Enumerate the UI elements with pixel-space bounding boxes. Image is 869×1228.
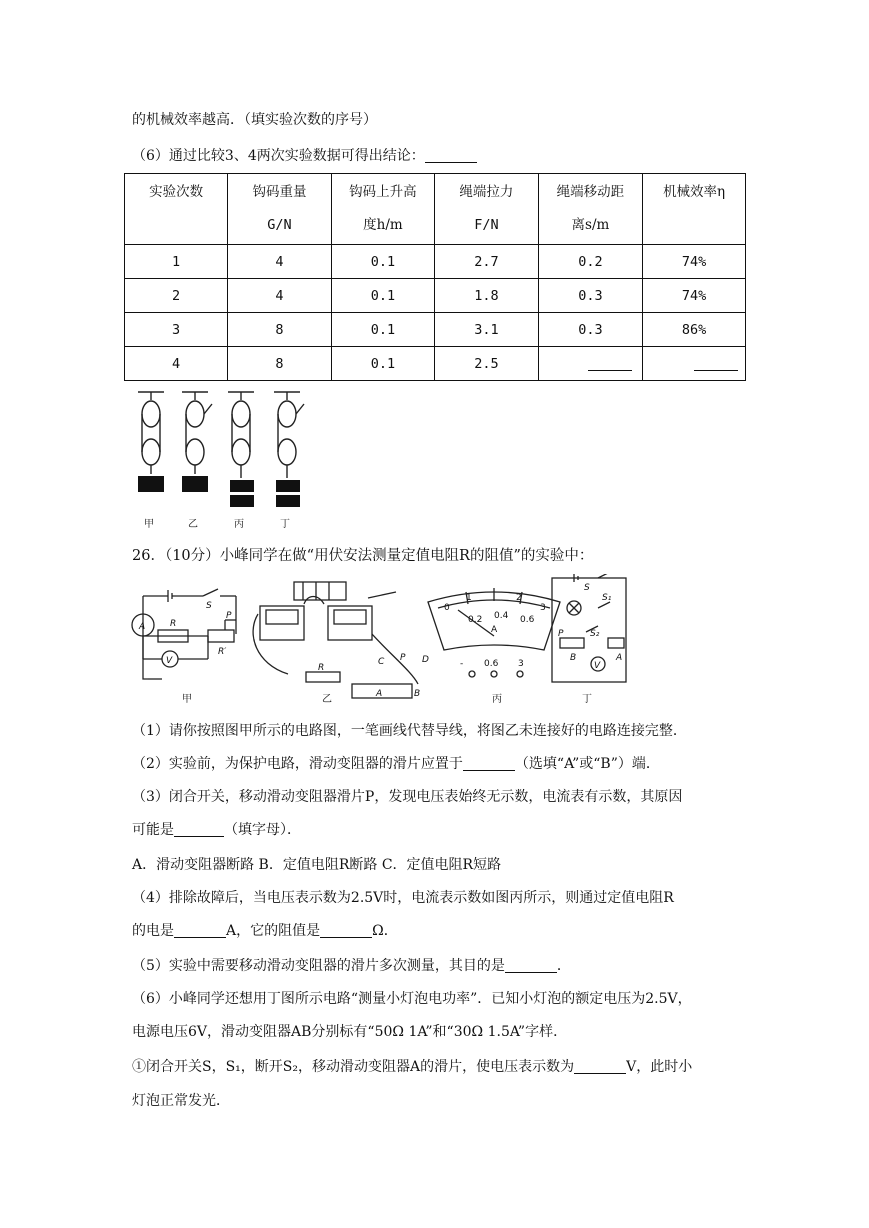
ammeter-label: A bbox=[139, 622, 146, 632]
terminal-label: B bbox=[414, 689, 421, 699]
table-cell: 8 bbox=[228, 313, 331, 347]
pulley-figure bbox=[128, 384, 308, 534]
figure-label: 甲 bbox=[182, 694, 192, 705]
header-cell: 实验次数 bbox=[125, 174, 228, 245]
table-cell: 0.1 bbox=[331, 347, 434, 381]
terminal-label: A bbox=[376, 689, 383, 699]
table-cell: 74% bbox=[643, 279, 746, 313]
table-cell: 0.1 bbox=[331, 313, 434, 347]
pulley-label: 乙 bbox=[188, 519, 198, 530]
table-cell: 74% bbox=[643, 245, 746, 279]
experiment-table bbox=[124, 173, 746, 381]
table-cell: 0.3 bbox=[538, 279, 643, 313]
terminal-label: 0.6 bbox=[484, 659, 499, 669]
table-cell: 86% bbox=[643, 313, 746, 347]
answer-blank[interactable] bbox=[588, 356, 632, 371]
q26-title: 26．（10分）小峰同学在做“用伏安法测量定值电阻R的阻值”的实验中： bbox=[132, 548, 594, 564]
table-cell: 0.3 bbox=[538, 313, 643, 347]
table-cell-blank[interactable] bbox=[643, 347, 746, 381]
table-row bbox=[125, 279, 746, 313]
table-cell: 8 bbox=[228, 347, 331, 381]
table-row bbox=[125, 313, 746, 347]
scale-label: 0 bbox=[444, 603, 450, 613]
q26-item-3-options: A．滑动变阻器断路 B．定值电阻R断路 C．定值电阻R短路 bbox=[132, 857, 502, 873]
terminal-label: 3 bbox=[518, 659, 524, 669]
q26-item-2: （2）实验前，为保护电路，滑动变阻器的滑片应置于 （选填“A”或“B”）端． bbox=[132, 756, 660, 772]
scale-label: 2 bbox=[516, 593, 522, 603]
table-cell: 1 bbox=[125, 245, 228, 279]
switch-label: S bbox=[584, 583, 590, 593]
resistor-label: R bbox=[170, 619, 177, 629]
figure-label: 丁 bbox=[582, 694, 592, 705]
slider-label: P bbox=[558, 629, 564, 639]
table-cell: 0.1 bbox=[331, 245, 434, 279]
scale-label: 1 bbox=[466, 593, 472, 603]
voltmeter-label: V bbox=[594, 661, 601, 671]
switch-label: S₁ bbox=[602, 593, 612, 603]
terminal-label: C bbox=[378, 657, 385, 667]
table-row bbox=[125, 347, 746, 381]
table-cell: 1.8 bbox=[435, 279, 538, 313]
q26-item-5: （5）实验中需要移动滑动变阻器的滑片多次测量，其目的是 ． bbox=[132, 958, 571, 974]
resistor-label: R bbox=[318, 663, 325, 673]
figure-label: 乙 bbox=[322, 694, 332, 705]
rheostat-label: A bbox=[616, 653, 623, 663]
table-cell: 2 bbox=[125, 279, 228, 313]
terminal-label: D bbox=[422, 655, 429, 665]
switch-label: S₂ bbox=[590, 629, 600, 639]
pulley-label: 丁 bbox=[280, 519, 290, 530]
q26-item-4-line2: 的电是 A，它的阻值是 Ω． bbox=[132, 923, 398, 939]
table-cell: 4 bbox=[228, 245, 331, 279]
unit-label: A bbox=[491, 625, 498, 635]
terminal-label: - bbox=[460, 659, 464, 669]
pulley-label: 甲 bbox=[144, 519, 154, 530]
q26-item-6: （6）小峰同学还想用丁图所示电路“测量小灯泡电功率”．已知小灯泡的额定电压为2.5V， bbox=[132, 991, 692, 1007]
header-cell: 机械效率η bbox=[643, 174, 746, 245]
q26-item-1: （1）请你按照图甲所示的电路图，一笔画线代替导线，将图乙未连接好的电路连接完整． bbox=[132, 723, 687, 739]
q25-item-6 bbox=[132, 146, 477, 166]
answer-blank[interactable] bbox=[425, 148, 477, 163]
switch-label: S bbox=[206, 601, 212, 611]
circuit-figures bbox=[128, 574, 638, 706]
pulley-label: 丙 bbox=[234, 519, 244, 530]
rheostat-label: B bbox=[570, 653, 577, 663]
table-cell: 0.1 bbox=[331, 279, 434, 313]
scale-label: 0.4 bbox=[494, 611, 509, 621]
text-line-prev: 的机械效率越高．（填实验次数的序号） bbox=[132, 112, 377, 128]
voltmeter-label: V bbox=[166, 656, 173, 666]
answer-blank[interactable] bbox=[463, 756, 515, 771]
header-cell: 钩码重量 G/N bbox=[228, 174, 331, 245]
answer-blank[interactable] bbox=[694, 356, 738, 371]
q26-item-6-line2: 电源电压6V，滑动变阻器AB分别标有“50Ω 1A”和“30Ω 1.5A”字样． bbox=[132, 1024, 568, 1040]
rheostat-label: R′ bbox=[218, 647, 227, 657]
slider-label: P bbox=[226, 611, 232, 621]
answer-blank[interactable] bbox=[320, 923, 372, 938]
answer-blank[interactable] bbox=[174, 923, 226, 938]
answer-blank[interactable] bbox=[505, 958, 557, 973]
table-cell: 2.7 bbox=[435, 245, 538, 279]
header-cell: 绳端拉力 F/N bbox=[435, 174, 538, 245]
header-cell: 钩码上升高 度h/m bbox=[331, 174, 434, 245]
table-cell: 4 bbox=[125, 347, 228, 381]
slider-label: P bbox=[400, 653, 406, 663]
q26-step-1: ①闭合开关S，S₁，断开S₂，移动滑动变阻器A的滑片，使电压表示数为 V，此时小 bbox=[132, 1059, 693, 1075]
table-cell-blank[interactable] bbox=[538, 347, 643, 381]
q25-6-text: （6）通过比较3、4两次实验数据可得出结论： bbox=[132, 148, 425, 164]
q26-item-4: （4）排除故障后，当电压表示数为2.5V时，电流表示数如图丙所示，则通过定值电阻R bbox=[132, 890, 674, 906]
scale-label: 3 bbox=[540, 603, 546, 613]
table-cell: 0.2 bbox=[538, 245, 643, 279]
q26-item-3-line2: 可能是 （填字母）． bbox=[132, 822, 301, 838]
scale-label: 0.2 bbox=[468, 615, 483, 625]
figure-label: 丙 bbox=[492, 694, 502, 705]
table-cell: 2.5 bbox=[435, 347, 538, 381]
table-header-row bbox=[125, 174, 746, 245]
answer-blank[interactable] bbox=[174, 822, 224, 837]
scale-label: 0.6 bbox=[520, 615, 535, 625]
table-cell: 3.1 bbox=[435, 313, 538, 347]
table-cell: 4 bbox=[228, 279, 331, 313]
table-cell: 3 bbox=[125, 313, 228, 347]
answer-blank[interactable] bbox=[574, 1059, 626, 1074]
q26-item-3: （3）闭合开关，移动滑动变阻器滑片P，发现电压表始终无示数，电流表有示数，其原因 bbox=[132, 789, 683, 805]
q26-step-1-line2: 灯泡正常发光． bbox=[132, 1093, 230, 1109]
header-cell: 绳端移动距 离s/m bbox=[538, 174, 643, 245]
table-row bbox=[125, 245, 746, 279]
